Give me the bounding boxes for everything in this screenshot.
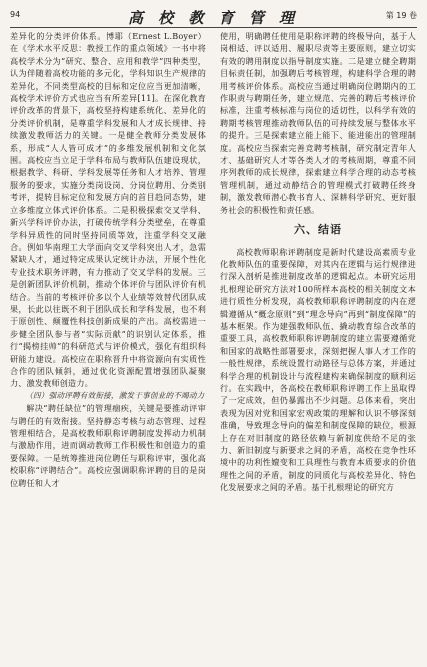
body-paragraph: 使用，明确聘任使用是职称评聘的终极导向，基于人岗相适、评以适用、履职尽责等主要原则，建立切实有效的聘用制度以指导制度实施。二是建立健全聘期目标责任制，加强聘后考核管理，构建科学合理的聘用考核评价体系。高校应当通过明确岗位聘期内的工作职责与聘期任务，建立规范、完善的聘后考核评价标准，注重考核标准与岗位的适切性，以科学有效的聘期考核管理推动教师队伍的可持续发展与整体水平的提升。三是探索建立能上能下、能进能出的管理制度。高校应当探索完善竞聘考核制，研究制定青年人才、基础研究人才等各类人才的考核周期，尊重不同序列教师的成长规律，探索建立科学合理的动态考核管理机制，通过动静结合的管理模式打破聘任终身制，激发教师潜心教书育人、深耕科学研究、更好服务社会的积极性和责任感。 <box>220 31 416 215</box>
body-paragraph: 高校教师职称评聘制度是新时代建设高素质专业化教师队伍的重要保障，对其内在逻辑与运行规律进行深入剖析是推进制度改革的逻辑起点。本研究运用扎根理论研究方法对100所样本高校的相关制度文本进行质性分析发现，高校教师职称评聘制度的内在逻辑遵循从“概念原则”到“理念导向”再到“制度保障”的基本框架。作为建强教师队伍、撬动教育综合改革的重要工具，高校教师职称评聘制度的建立需要遵循党和国家的战略性部署要求，深刻把握人事人才工作的一般性规律，系统设置行动路径与总体方案，并通过科学合理的机制设计与流程建构来确保制度的顺利运行。在实践中，各高校在教师职称评聘工作上虽取得了一定成效，但仍暴露出不少问题。总体来看，突出表现为因对党和国家宏观政策的理解和认识不够深刻准确，导致理念导向的偏差和制度保障的缺位，根源上存在对旧制度的路径依赖与新制度供给不足的张力、新旧制度与新要求之间的矛盾，高校在竞争性环境中的功利性嬗变和工具理性与教育本质要求的价值理性之间的矛盾，制度的同质化与高校差异化、特色化发展要求之间的矛盾。基于扎根理论的研究方 <box>220 246 416 493</box>
header-rule <box>10 27 417 28</box>
subsection-heading: （四）强动评聘有效衔接，激发干事创业的不竭动力 <box>25 390 205 400</box>
body-paragraph: 解决“聘任缺位”的管理痼疾，关键是要推动评审与聘任的有效衔接。坚持静态考核与动态管理、过程管理相结合，是高校教师职称评聘制度发挥动力机制与激励作用，进而调动教师工作积极性和创造力的重要保障。一是统筹推进岗位聘任与职称评审，强化高校职称“评聘结合”。高校应强调职称评聘的目的是岗位聘任和人才 <box>10 403 206 488</box>
page-number: 94 <box>10 10 21 19</box>
section-heading: 六、结语 <box>294 223 342 237</box>
running-header <box>10 6 417 26</box>
volume-label: 第 19 卷 <box>385 11 417 20</box>
body-paragraph: 差异化的分类评价体系。博耶（Ernest L.Boyer）在《学术水平反思：教授工作的重点领域》一书中将高校学术分为“研究、整合、应用和教学”四种类型，认为伴随着高校功能的多元化，学科知识生产规律的差异化，不同类型高校的目标和定位应当更加清晰，高校学术评价方式也应当有所差异[11]。在深化教育评价改革的背景下，高校坚持构建系统化、差异化的分类评价机制，是尊重学科发展和人才成长规律、持续激发教师活力的关键。一是健全教师分类发展体系，形成“人人皆可成才”的多维发展机制和文化氛围。高校应当立足于学科布局与教师队伍建设现状，根据教学、科研、学科发展等任务和人才培养、管理服务的要求，实施分类岗设岗、分岗位聘用、分类别考评，提转目标定位和发展方向的首目趋同态势，建立多维度立体式评价体系。二是积极探索交叉学科、新兴学科评价办法，打破传统学科分类壁垒，在尊重学科异质性的同时坚持同质等效，注重学科交叉融合。例如华南理工大学面向交叉学科突出人才，急需紧缺人才，通过特定成果认定统计办法，开展个性化专业技术职务评聘，有力推动了交叉学科的发展。三是创新团队评价机制，推动个体评价与团队评价有机结合。当前的考核评价多以个人业绩等效替代团队成果，长此以往既不利于团队成长和学科发展，也不利于原创性、颠覆性科技创新成果的产出。高校需进一步健全团队参与者“实际贡献”的识别认定体系，推行“揭榜挂帅”的科研范式与评价模式，强化有组织科研能力建设。高校应在职称晋升中将资源向有实质性合作的团队倾斜，通过优化资源配置增强团队凝聚力、激发教师创造力。 <box>10 31 206 389</box>
right-column <box>220 30 416 662</box>
left-column <box>10 30 206 662</box>
journal-title: 高 校 教 育 管 理 <box>127 9 300 27</box>
